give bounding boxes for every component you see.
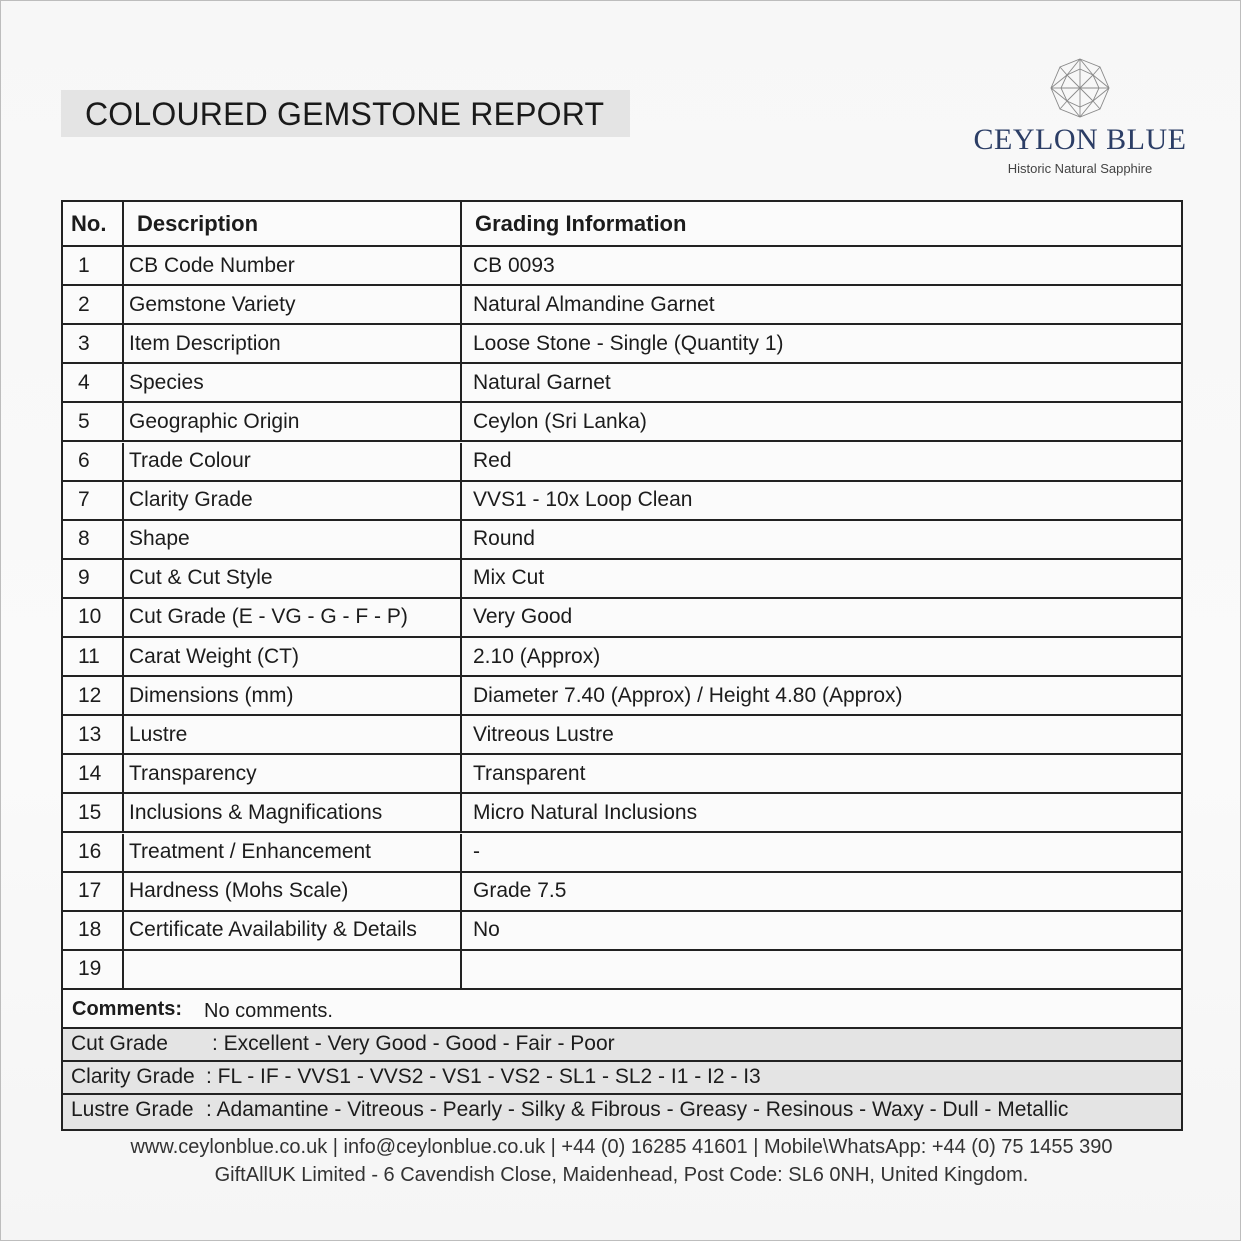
cell-no: 10 (63, 599, 124, 636)
cell-no: 5 (63, 403, 124, 440)
cell-no: 7 (63, 482, 124, 519)
cell-no: 2 (63, 286, 124, 323)
comments-value: No comments. (204, 1000, 333, 1022)
cell-description: Cut & Cut Style (124, 560, 462, 597)
cell-no: 16 (63, 834, 124, 871)
table-row (63, 794, 1181, 833)
brand-logo (973, 57, 1187, 183)
cell-grading: Grade 7.5 (473, 879, 567, 903)
table-row (63, 912, 1181, 951)
legend-clarity-grade (63, 1062, 1181, 1095)
cell-description: Lustre (124, 716, 462, 753)
table-row (63, 755, 1181, 794)
cell-grading: Vitreous Lustre (473, 722, 614, 746)
cell-description: Gemstone Variety (124, 286, 462, 323)
cell-grading: Mix Cut (473, 566, 545, 590)
cell-description: Trade Colour (124, 443, 462, 480)
cell-grading: Natural Garnet (473, 370, 611, 394)
header-description: Description (124, 202, 462, 245)
cell-grading (462, 951, 1181, 988)
cell-description: Clarity Grade (124, 482, 462, 519)
cell-grading: Natural Almandine Garnet (473, 292, 715, 316)
report-title-box (61, 90, 630, 137)
cell-no: 14 (63, 755, 124, 792)
footer-address: GiftAllUK Limited - 6 Cavendish Close, Maidenhead, Post Code: SL6 0NH, United Kingdom. (214, 1164, 1029, 1186)
cell-no: 6 (63, 443, 124, 480)
table-row (63, 638, 1181, 677)
cell-no: 13 (63, 716, 124, 753)
cell-description: Species (124, 364, 462, 401)
cell-grading: CB 0093 (473, 253, 555, 277)
cell-description: Transparency (124, 755, 462, 792)
cell-grading: - (473, 840, 480, 864)
legend-text: : Excellent - Very Good - Good - Fair - Poor (212, 1032, 615, 1055)
legend-cut-grade (63, 1029, 1181, 1062)
cell-grading: No (473, 918, 500, 942)
cell-no: 3 (63, 325, 124, 362)
cell-grading: Transparent (473, 761, 586, 785)
cell-no: 11 (63, 638, 124, 675)
table-row (63, 364, 1181, 403)
table-row (63, 521, 1181, 560)
cell-grading: Micro Natural Inclusions (473, 800, 698, 824)
table-row (63, 286, 1181, 325)
cell-description: CB Code Number (124, 247, 462, 284)
gem-icon (1049, 57, 1111, 119)
cell-no: 17 (63, 873, 124, 910)
cell-no: 19 (63, 951, 124, 988)
cell-grading: Loose Stone - Single (Quantity 1) (473, 331, 784, 355)
cell-description: Inclusions & Magnifications (124, 794, 462, 831)
table-row (63, 716, 1181, 755)
cell-grading: Diameter 7.40 (Approx) / Height 4.80 (Approx) (473, 683, 903, 707)
legend-lustre-grade (63, 1095, 1181, 1129)
cell-description: Cut Grade (E - VG - G - F - P) (124, 599, 462, 636)
cell-grading: 2.10 (Approx) (473, 644, 601, 668)
table-row (63, 482, 1181, 521)
cell-description: Hardness (Mohs Scale) (124, 873, 462, 910)
cell-grading: Very Good (473, 605, 573, 629)
cell-description: Geographic Origin (124, 403, 462, 440)
cell-no: 12 (63, 677, 124, 714)
table-row (63, 325, 1181, 364)
cell-no: 15 (63, 794, 124, 831)
legend-text: : FL - IF - VVS1 - VVS2 - VS1 - VS2 - SL1 - SL2 - I1 - I2 - I3 (206, 1065, 761, 1088)
header-no: No. (63, 202, 124, 245)
cell-grading: Red (473, 449, 512, 473)
table-row (63, 247, 1181, 286)
table-header-row (63, 202, 1181, 247)
brand-tagline: Historic Natural Sapphire (1007, 161, 1153, 176)
cell-description: Shape (124, 521, 462, 558)
grading-table (61, 200, 1183, 1131)
cell-grading: Ceylon (Sri Lanka) (473, 409, 647, 433)
legend-name: Clarity Grade (71, 1065, 195, 1088)
cell-description: Item Description (124, 325, 462, 362)
cell-no: 18 (63, 912, 124, 949)
cell-no: 8 (63, 521, 124, 558)
header-grading: Grading Information (475, 210, 687, 236)
cell-grading: VVS1 - 10x Loop Clean (473, 488, 693, 512)
table-row (63, 403, 1181, 442)
comments-label: Comments: (72, 998, 183, 1020)
cell-description: Certificate Availability & Details (124, 912, 462, 949)
table-row (63, 443, 1181, 482)
cell-no: 9 (63, 560, 124, 597)
table-row (63, 560, 1181, 599)
cell-no: 4 (63, 364, 124, 401)
table-row (63, 677, 1181, 716)
report-title: COLOURED GEMSTONE REPORT (85, 96, 605, 132)
table-row (63, 599, 1181, 638)
cell-description: Dimensions (mm) (124, 677, 462, 714)
table-row (63, 951, 1181, 990)
footer-contact: www.ceylonblue.co.uk | info@ceylonblue.co.uk | +44 (0) 16285 41601 | Mobile\WhatsApp: +44 (0) 75 1455 390 (130, 1136, 1113, 1158)
cell-description: Treatment / Enhancement (124, 834, 462, 871)
table-row (63, 834, 1181, 873)
cell-description: Carat Weight (CT) (124, 638, 462, 675)
legend-name: Cut Grade (71, 1032, 168, 1055)
cell-grading: Round (473, 527, 535, 551)
legend-name: Lustre Grade (71, 1098, 194, 1121)
comments-row (63, 990, 1181, 1029)
table-row (63, 873, 1181, 912)
cell-no: 1 (63, 247, 124, 284)
brand-name: CEYLON BLUE (973, 123, 1187, 156)
cell-description (124, 951, 462, 988)
legend-text: : Adamantine - Vitreous - Pearly - Silky & Fibrous - Greasy - Resinous - Waxy - Dull - Metallic (206, 1098, 1069, 1121)
